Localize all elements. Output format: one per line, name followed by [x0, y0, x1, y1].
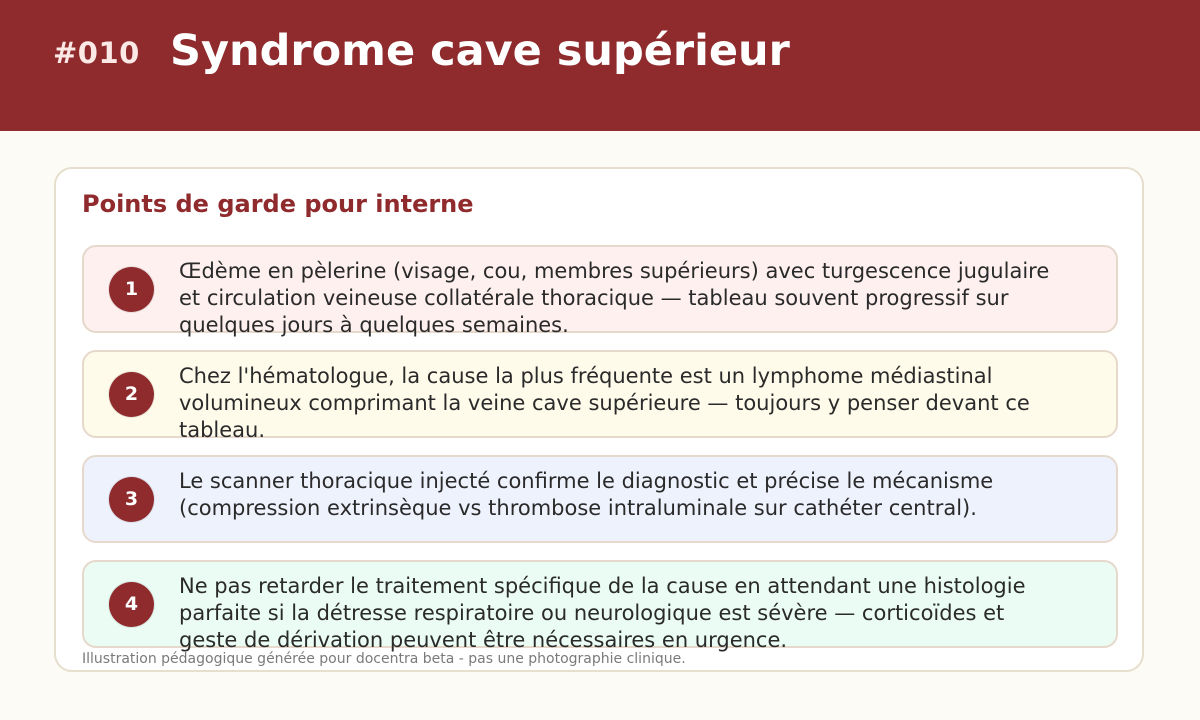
header-banner [0, 0, 1200, 131]
page-title: Syndrome cave supérieur [170, 26, 790, 76]
disclaimer-footer: Illustration pédagogique générée pour docentra beta - pas une photographie clinique. [82, 651, 686, 667]
list-item [82, 245, 1118, 337]
item-text: Le scanner thoracique injecté confirme le diagnostic et précise le mécanisme (compression extrinsèque vs thrombose intraluminale sur cathéter central). [179, 469, 994, 520]
item-text: Ne pas retarder le traitement spécifique de la cause en attendant une histologie parfaite si la détresse respiratoire ou neurologique est sévère — corticoïdes et geste de dérivation peuvent être nécessaires en urgence. [179, 574, 1026, 652]
card-title: Points de garde pour interne [82, 190, 474, 218]
item-number-badge: 4 [109, 582, 154, 627]
item-number-badge: 1 [109, 267, 154, 312]
item-number-badge: 3 [109, 477, 154, 522]
list-item [82, 560, 1118, 652]
list-item [82, 455, 1118, 543]
sheet-number: #010 [53, 36, 140, 70]
list-item [82, 350, 1118, 442]
item-number-badge: 2 [109, 372, 154, 417]
item-text: Œdème en pèlerine (visage, cou, membres supérieurs) avec turgescence jugulaire et circulation veineuse collatérale thoracique — tableau souvent progressif sur quelques jours à quelques semaines. [179, 259, 1050, 337]
item-text: Chez l'hématologue, la cause la plus fréquente est un lymphome médiastinal volumineux comprimant la veine cave supérieure — toujours y penser devant ce tableau. [179, 364, 1030, 442]
